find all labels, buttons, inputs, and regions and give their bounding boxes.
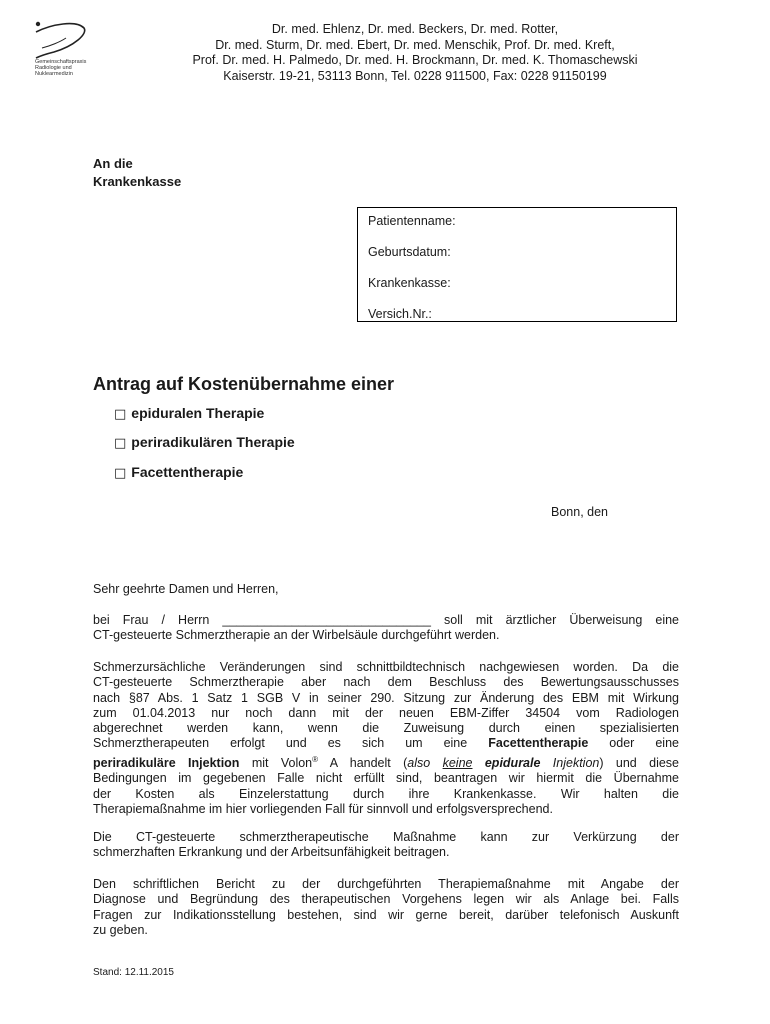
facet-therapy-bold: Facettentherapie	[488, 736, 589, 751]
recipient-address	[93, 155, 181, 191]
letterhead-line: Dr. med. Sturm, Dr. med. Ebert, Dr. med. Menschik, Prof. Dr. med. Kreft,	[215, 37, 615, 52]
registered-mark: ®	[312, 754, 319, 764]
paragraph-line: CT-gesteuerte Schmerztherapie an der Wirbelsäule durchgeführt werden.	[93, 628, 500, 643]
checkbox-icon[interactable]: □	[114, 407, 127, 422]
text-run: A handelt (	[318, 755, 408, 770]
logo-text-line: Gemeinschaftspraxis	[35, 59, 87, 65]
birth-date-field: Geburtsdatum:	[368, 245, 451, 259]
paragraph-line: Die CT-gesteuerte schmerztherapeutische Maßnahme kann zur Verkürzung der	[93, 830, 679, 844]
text-run-italic: also	[407, 755, 443, 770]
paragraph-benefit	[93, 830, 679, 861]
paragraph-line: Fragen zur Indikationsstellung bestehen, sind wir gerne bereit, darüber telefonisch Auskunft	[93, 907, 679, 922]
periradicular-injection-bold: periradikuläre Injektion	[93, 755, 240, 770]
salutation: Sehr geehrte Damen und Herren,	[93, 582, 279, 596]
paragraph-line: CT-gesteuerte Schmerztherapie aber nach dem Beschluss des Bewertungsausschusses	[93, 675, 679, 690]
paragraph-intro	[93, 613, 679, 644]
epidural-bold-italic: epidurale	[484, 755, 541, 770]
option-facet[interactable]	[114, 464, 243, 481]
paragraph-report	[93, 877, 679, 938]
paragraph-line: zu geben.	[93, 922, 148, 937]
keine-underlined: keine	[442, 755, 473, 770]
paragraph-line: nach §87 Abs. 1 Satz 1 SGB V in seiner 290. Sitzung zur Änderung des EBM mit Wirkung	[93, 690, 679, 705]
text-run: ) und diese	[599, 755, 680, 770]
text-run: Schmerztherapeuten erfolgt und es sich um eine	[93, 736, 489, 751]
paragraph-justification	[93, 660, 679, 817]
recipient-line: An die	[93, 156, 133, 171]
insurance-field: Krankenkasse:	[368, 276, 451, 290]
letterhead-line: Dr. med. Ehlenz, Dr. med. Beckers, Dr. med. Rotter,	[271, 22, 559, 36]
paragraph-line: abgerechnet werden kann, wenn die Zuweisung durch einen spezialisierten	[93, 721, 679, 736]
option-label: Facettentherapie	[131, 464, 244, 480]
paragraph-line	[93, 752, 679, 771]
paragraph-line: Den schriftlichen Bericht zu der durchgeführten Therapiemaßnahme mit Angabe der	[93, 877, 679, 891]
paragraph-line: bei Frau / Herrn ______________________________ soll mit ärztlicher Überweisung eine	[93, 613, 679, 627]
text-run: oder eine	[588, 736, 679, 751]
paragraph-line: schmerzhaften Erkrankung und der Arbeitsunfähigkeit beitragen.	[93, 845, 450, 860]
checkbox-icon[interactable]: □	[114, 466, 127, 481]
text-run-italic: Injektion	[540, 755, 600, 770]
document-version-date: Stand: 12.11.2015	[93, 967, 174, 978]
patient-name-field: Patientenname:	[368, 214, 456, 228]
paragraph-line: Schmerzursächliche Veränderungen sind schnittbildtechnisch nachgewiesen worden. Da die	[93, 660, 679, 674]
paragraph-line: der Kosten als Einzelerstattung durch ihre Krankenkasse. Wir halten die	[93, 786, 679, 801]
paragraph-line	[93, 736, 679, 751]
logo-swoosh-icon	[32, 20, 88, 60]
logo-text	[35, 59, 86, 78]
paragraph-line: zum 01.04.2013 nur noch dann mit der neuen EBM-Ziffer 34504 vom Radiologen	[93, 705, 679, 720]
option-periradicular[interactable]	[114, 434, 295, 451]
text-run: mit Volon	[239, 755, 313, 770]
option-label: epiduralen Therapie	[131, 405, 265, 421]
paragraph-line: Therapiemaßnahme im hier vorliegenden Fall für sinnvoll und erfolgsversprechend.	[93, 801, 553, 816]
paragraph-line: Bedingungen im gegebenen Falle nicht erfüllt sind, beantragen wir hiermit die Übernahme	[93, 771, 679, 786]
letterhead	[110, 22, 720, 84]
option-label: periradikulären Therapie	[131, 434, 295, 450]
patient-info-box	[357, 207, 677, 322]
recipient-line: Krankenkasse	[93, 174, 182, 189]
logo-text-line: Radiologie und	[35, 65, 72, 72]
checkbox-icon[interactable]: □	[114, 436, 127, 451]
text-run	[472, 756, 484, 770]
practice-logo	[32, 20, 88, 84]
option-epidural[interactable]	[114, 405, 264, 422]
insurance-number-field: Versich.Nr.:	[368, 307, 432, 321]
letterhead-line: Prof. Dr. med. H. Palmedo, Dr. med. H. Brockmann, Dr. med. K. Thomaschewski	[192, 53, 638, 67]
document-title: Antrag auf Kostenübernahme einer	[93, 374, 395, 394]
place-date: Bonn, den	[551, 505, 608, 519]
paragraph-line: Diagnose und Begründung des therapeutischen Vorgehens legen wir als Anlage bei. Falls	[93, 892, 679, 907]
letterhead-address: Kaiserstr. 19-21, 53113 Bonn, Tel. 0228 911500, Fax: 0228 91150199	[223, 68, 607, 83]
logo-text-line: Nuklearmedizin	[35, 71, 73, 78]
